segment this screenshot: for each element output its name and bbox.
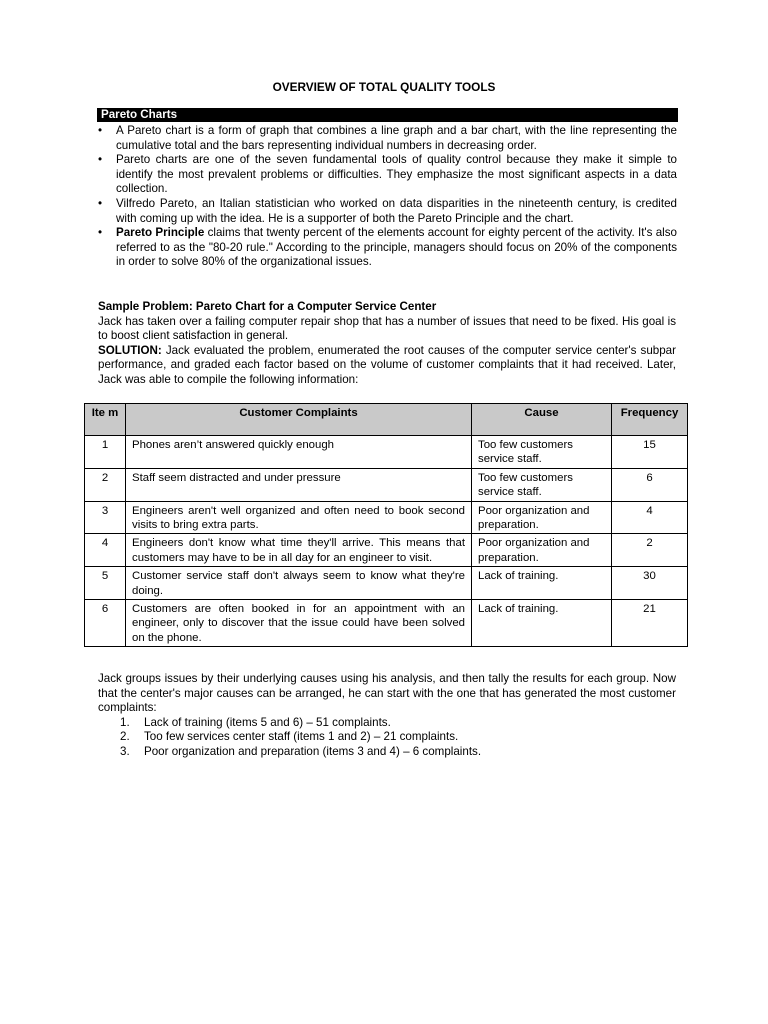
bullet-text: Pareto charts are one of the seven fundamental tools of quality control because they make it simple to identify the most prevalent problems or difficulties. They emphasize the most significant aspects in a data collection. — [116, 153, 677, 196]
cell-frequency: 30 — [612, 567, 688, 600]
cell-complaint: Engineers aren't well organized and often need to book second visits to bring extra parts. — [126, 501, 472, 534]
list-number: 3. — [120, 744, 130, 758]
list-item — [98, 716, 676, 731]
cell-complaint: Engineers don't know what time they'll arrive. This means that customers may have to be in all day for an engineer to visit. — [126, 534, 472, 567]
bullet-item — [97, 226, 677, 270]
cell-frequency: 21 — [612, 600, 688, 647]
cell-complaint: Phones aren’t answered quickly enough — [126, 436, 472, 469]
cell-complaint: Customer service staff don't always seem to know what they're doing. — [126, 567, 472, 600]
cell-complaint: Staff seem distracted and under pressure — [126, 468, 472, 501]
cell-item: 4 — [85, 534, 126, 567]
cell-item: 6 — [85, 600, 126, 647]
table-row — [85, 436, 688, 469]
analysis-text: Jack groups issues by their underlying causes using his analysis, and then tally the results for each group. Now that the center's major causes can be arranged, he can start with the one that has generated the most customer complaints: — [98, 672, 676, 715]
cell-cause: Lack of training. — [472, 600, 612, 647]
solution-text: Jack evaluated the problem, enumerated the root causes of the computer service center's subpar performance, and graded each factor based on the volume of customer complaints that it had received. Later, Jack was able to compile the following information: — [98, 343, 676, 386]
list-item — [98, 730, 676, 745]
cell-cause: Poor organization and preparation. — [472, 501, 612, 534]
cell-item: 1 — [85, 436, 126, 469]
page-title: OVERVIEW OF TOTAL QUALITY TOOLS — [272, 80, 496, 94]
table-row — [85, 534, 688, 567]
table-row — [85, 501, 688, 534]
cell-frequency: 15 — [612, 436, 688, 469]
cell-item: 3 — [85, 501, 126, 534]
cell-complaint: Customers are often booked in for an appointment with an engineer, only to discover that the issue could have been solved on the phone. — [126, 600, 472, 647]
cell-item: 2 — [85, 468, 126, 501]
bullet-item — [97, 124, 677, 153]
cell-cause: Poor organization and preparation. — [472, 534, 612, 567]
cell-frequency: 4 — [612, 501, 688, 534]
sample-heading: Sample Problem: Pareto Chart for a Computer Service Center — [98, 300, 437, 313]
header-frequency: Frequency — [612, 404, 688, 436]
bullet-item — [97, 153, 677, 197]
bullet-bold-term: Pareto Principle — [116, 226, 205, 240]
section-heading: Pareto Charts — [97, 108, 678, 122]
bullet-text: Vilfredo Pareto, an Italian statistician who worked on data disparities in the nineteenth century, is credited with coming up with the idea. He is a supporter of both the Pareto Principle and the chart. — [116, 196, 677, 225]
complaints-table — [84, 403, 688, 647]
cell-cause: Too few customers service staff. — [472, 436, 612, 469]
table-row — [85, 468, 688, 501]
list-number: 2. — [120, 730, 130, 744]
header-cause: Cause — [472, 404, 612, 436]
list-text: Lack of training (items 5 and 6) – 51 complaints. — [144, 715, 391, 729]
list-item — [98, 745, 676, 760]
numbered-list — [98, 716, 676, 760]
header-complaint: Customer Complaints — [126, 404, 472, 436]
cell-frequency: 6 — [612, 468, 688, 501]
analysis-section — [98, 672, 676, 760]
cell-item: 5 — [85, 567, 126, 600]
solution-label: SOLUTION: — [98, 343, 162, 357]
header-item: Ite m — [85, 404, 126, 436]
table-row — [85, 567, 688, 600]
sample-intro: Jack has taken over a failing computer repair shop that has a number of issues that need to be fixed. His goal is to boost client satisfaction in general. — [98, 314, 676, 343]
cell-frequency: 2 — [612, 534, 688, 567]
table-row — [85, 600, 688, 647]
sample-problem — [98, 300, 676, 388]
list-number: 1. — [120, 715, 130, 729]
bullet-item — [97, 197, 677, 226]
table-header-row — [85, 404, 688, 436]
bullet-text: A Pareto chart is a form of graph that combines a line graph and a bar chart, with the line representing the cumulative total and the bars representing individual numbers in decreasing order. — [116, 124, 677, 152]
bullet-list — [97, 124, 677, 270]
list-text: Too few services center staff (items 1 and 2) – 21 complaints. — [144, 730, 459, 744]
cell-cause: Lack of training. — [472, 567, 612, 600]
bullet-text: claims that twenty percent of the elements account for eighty percent of the activity. It's also referred to as the "80-20 rule." According to the principle, managers should focus on 20% of the components in order to solve 80% of the organizational issues. — [116, 226, 677, 269]
sample-solution — [98, 344, 676, 388]
cell-cause: Too few customers service staff. — [472, 468, 612, 501]
list-text: Poor organization and preparation (items 3 and 4) – 6 complaints. — [144, 744, 482, 758]
